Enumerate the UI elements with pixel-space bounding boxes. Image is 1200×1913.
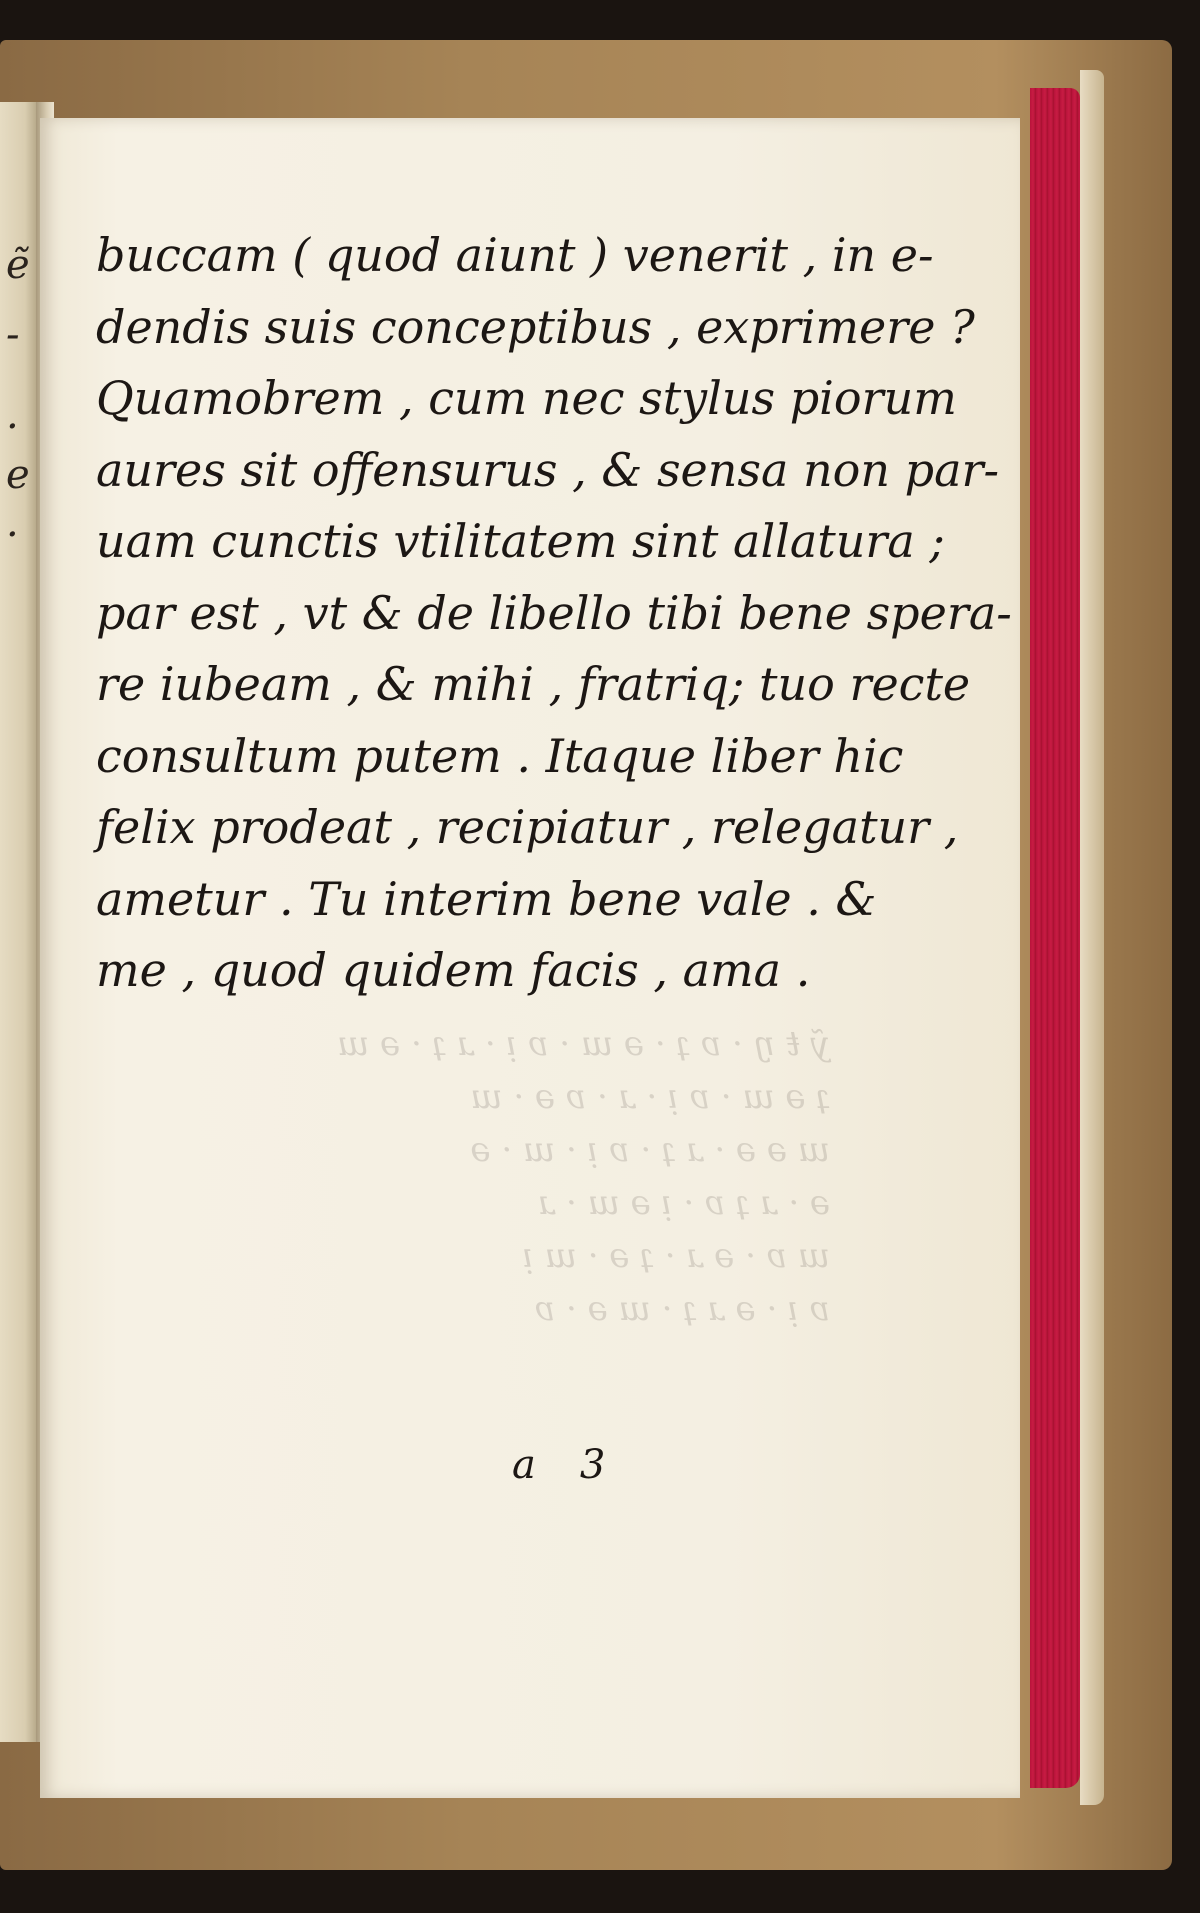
facing-page-glyph: - (6, 312, 20, 358)
latin-text-block (96, 220, 1012, 1007)
text-line: me , quod quidem facis , ama . (96, 943, 811, 997)
red-fore-edge (1030, 88, 1080, 1788)
text-line: uam cunctis vtilitatem sint allatura ; (96, 514, 945, 568)
show-through-text: ỹ ŧ ŋ · ɐ ʇ · ǝ ɯ · ɐ ᴉ · ɹ ʇ · ǝ ɯ ʇ ǝ ɯ · ɐ ᴉ · ɹ · ɐ ǝ · ɯ ɯ ǝ ǝ · ɹ ʇ · ɐ ᴉ · ɯ · ǝ ǝ · ɹ ʇ ɐ · ᴉ ǝ ɯ · ɹ ɯ ɐ · ǝ ɹ · ʇ ǝ · ɯ ᴉ ɐ ᴉ · ǝ ɹ ʇ · ɯ ǝ · ɐ (336, 1024, 830, 1329)
text-line: felix prodeat , recipiatur , relegatur , (96, 800, 959, 854)
text-line: Quamobrem , cum nec stylus piorum (96, 371, 957, 425)
rear-cover-edge (1080, 70, 1104, 1805)
text-line: buccam ( quod aiunt ) venerit , in e- (96, 228, 934, 282)
signature-mark (512, 1442, 649, 1488)
text-line: ametur . Tu interim bene vale . & (96, 871, 877, 926)
text-line: dendis suis conceptibus , exprimere ? (96, 299, 975, 354)
text-line: par est , vt & de libello tibi bene spera- (96, 585, 1012, 640)
signature-letter: a (512, 1442, 536, 1488)
facing-page-glyph: e (6, 452, 30, 498)
signature-number: 3 (579, 1442, 606, 1488)
facing-page-glyph: ẽ (6, 242, 30, 288)
facing-page-edge (0, 102, 36, 1742)
text-line: re iubeam , & mihi , fratriq; tuo recte (96, 657, 971, 711)
text-line: consultum putem . Itaque liber hic (96, 728, 904, 783)
facing-page-glyph: . (6, 392, 19, 438)
text-line: aures sit offensurus , & sensa non par- (96, 442, 1000, 497)
facing-page-glyph: · (6, 512, 19, 558)
recto-page (40, 118, 1020, 1798)
